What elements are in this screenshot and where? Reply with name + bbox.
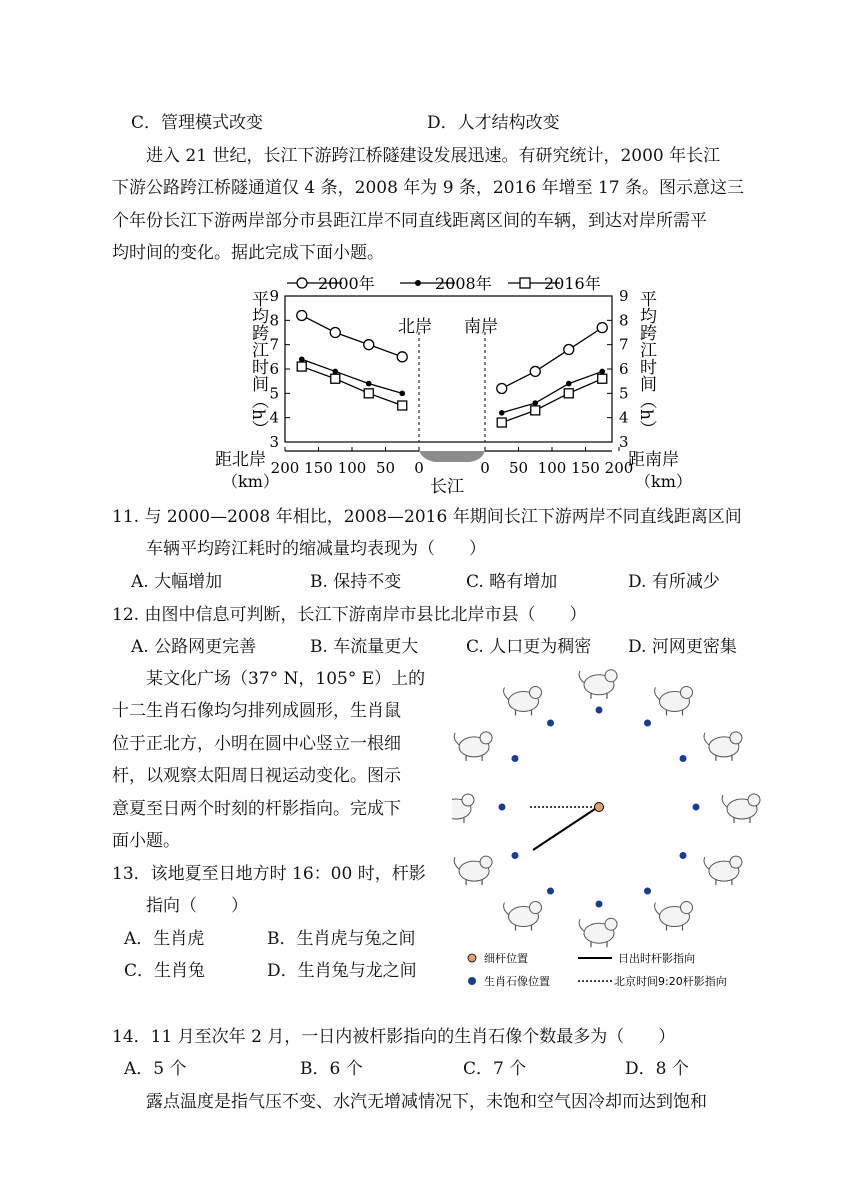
series-point-0-north (397, 352, 407, 362)
series-point-2-north (297, 362, 306, 371)
xlabel-right-2: （km） (635, 472, 692, 491)
xlabel-left-2: （km） (222, 472, 279, 491)
q13-option-a[interactable]: A．生肖虎 (124, 929, 205, 949)
statue-dot-ox (644, 719, 651, 726)
series-point-1-south (532, 400, 538, 406)
xtick-left-label: 200 (270, 459, 300, 477)
chart-series (297, 310, 608, 427)
series-point-2-south (497, 418, 506, 427)
q12-option-b[interactable]: B. 车流量更大 (310, 637, 419, 657)
option-c-prev: C．管理模式改变 (131, 113, 264, 133)
xtick-left-label: 0 (414, 459, 424, 477)
passage2-line4: 杆，以观察太阳周日视运动变化。图示 (112, 766, 401, 786)
south-bank-label: 南岸 (464, 317, 498, 337)
snake-icon (655, 902, 693, 931)
series-line-0-north (302, 315, 403, 356)
series-line-2-south (502, 379, 603, 423)
q11-option-d[interactable]: D. 有所减少 (628, 572, 720, 592)
ytick-right-label: 3 (619, 433, 629, 451)
legend-statue: 生肖石像位置 (484, 975, 550, 988)
series-point-2-south (598, 374, 607, 383)
statue-dot-monkey (511, 852, 518, 859)
q13-option-d[interactable]: D．生肖兔与龙之间 (267, 961, 417, 981)
legend-2016: 2016年 (544, 274, 601, 293)
dragon-icon (704, 856, 742, 885)
passage2-line5: 意夏至日两个时刻的杆影指向。完成下 (112, 799, 401, 819)
rabbit-icon (722, 794, 760, 823)
statue-dot-goat (547, 888, 554, 895)
q13-option-c[interactable]: C．生肖兔 (124, 961, 206, 981)
q14-option-b[interactable]: B．6 个 (300, 1059, 363, 1079)
statue-dot-dragon (680, 852, 687, 859)
ytick-right-label: 8 (619, 311, 629, 330)
tiger-icon (704, 732, 742, 761)
series-point-2-south (564, 389, 573, 398)
statue-dot-pig (547, 719, 554, 726)
q12-option-a[interactable]: A. 公路网更完善 (131, 637, 257, 657)
statue-dot-horse (596, 901, 603, 908)
passage2-line2: 十二生肖石像均匀排列成圆形，生肖鼠 (112, 701, 401, 721)
statue-dot-dog (511, 755, 518, 762)
goat-icon (504, 902, 542, 931)
series-point-0-south (497, 383, 507, 393)
ytick-right-label: 4 (619, 408, 629, 427)
q14-option-a[interactable]: A．5 个 (124, 1059, 187, 1079)
q13-stem-line1: 13．该地夏至日地方时 16：00 时，杆影 (112, 864, 426, 884)
series-point-2-south (531, 406, 540, 415)
xtick-right-label: 100 (537, 459, 567, 477)
passage1-line4: 均时间的变化。据此完成下面小题。 (112, 243, 384, 263)
series-line-0-south (502, 328, 603, 389)
series-line-2-north (302, 367, 403, 406)
passage1-line3: 个年份长江下游两岸部分市县距江岸不同直线距离区间的车辆，到达对岸所需平 (112, 211, 707, 231)
series-point-0-north (297, 310, 307, 320)
statue-dot-tiger (680, 755, 687, 762)
series-point-0-south (564, 345, 574, 355)
series-line-1-south (502, 371, 603, 412)
statue-dot-rat (596, 707, 603, 714)
series-point-1-south (599, 369, 605, 375)
legend-920-shadow: 北京时间9:20杆影指向 (614, 975, 727, 988)
legend-2000: 2000年 (318, 274, 375, 293)
series-point-1-north (299, 356, 305, 362)
q11-option-b[interactable]: B. 保持不变 (310, 572, 402, 592)
chart-legend (287, 274, 601, 293)
legend-sunrise-shadow: 日出时杆影指向 (618, 952, 695, 965)
xtick-left-label: 50 (375, 459, 396, 477)
xtick-right-label: 50 (508, 459, 529, 477)
river-crossing-chart (210, 270, 700, 500)
pole-position (595, 803, 604, 812)
passage2-line1: 某文化广场（37° N，105° E）上的 (146, 669, 426, 689)
legend-pole: 细杆位置 (484, 952, 528, 965)
xlabel-right-1: 距南岸 (628, 450, 679, 470)
q14-option-d[interactable]: D．8 个 (625, 1059, 689, 1079)
passage1-line2: 下游公路跨江桥隧通道仅 4 条，2008 年为 9 条，2016 年增至 17 条。图示意这三 (112, 178, 745, 198)
monkey-icon (454, 856, 492, 885)
passage3-line1: 露点温度是指气压不变、水汽无增减情况下，未饱和空气因冷却而达到饱和 (146, 1092, 707, 1112)
passage1-line1: 进入 21 世纪，长江下游跨江桥隧建设发展迅速。有研究统计，2000 年长江 (146, 146, 721, 166)
series-point-0-north (330, 328, 340, 338)
statue-dot-snake (644, 888, 651, 895)
y-axis-right (607, 287, 629, 451)
passage2-line6: 面小题。 (112, 831, 180, 851)
q11-option-a[interactable]: A. 大幅增加 (131, 572, 223, 592)
series-point-2-north (331, 374, 340, 383)
series-point-1-south (566, 381, 572, 387)
series-point-1-north (366, 381, 372, 387)
ytick-left-label: 4 (269, 408, 279, 427)
ytick-left-label: 8 (269, 311, 279, 330)
ylabel-left: 平均跨江时间（h） (248, 290, 268, 437)
passage2-line3: 位于正北方，小明在圆中心竖立一根细 (112, 734, 401, 754)
q12-stem: 12. 由图中信息可判断，长江下游南岸市县比北岸市县（ ） (112, 605, 587, 625)
xtick-right-label: 0 (480, 459, 490, 477)
ytick-left-label: 3 (269, 433, 279, 451)
xlabel-left-1: 距北岸 (215, 450, 266, 470)
series-point-1-north (332, 369, 338, 375)
ytick-left-label: 5 (269, 384, 279, 403)
series-point-0-north (364, 340, 374, 350)
q13-stem-line2: 指向（ ） (146, 896, 248, 916)
statue-dot-rooster (499, 804, 506, 811)
q11-option-c[interactable]: C. 略有增加 (466, 572, 558, 592)
series-point-2-north (398, 401, 407, 410)
zodiac-shadow-diagram (452, 655, 764, 995)
q13-option-b[interactable]: B．生肖虎与兔之间 (267, 929, 416, 949)
series-point-2-north (364, 389, 373, 398)
river-shape (419, 451, 485, 462)
ytick-right-label: 5 (619, 384, 629, 403)
xtick-left-label: 150 (304, 459, 333, 477)
xtick-right-label: 200 (604, 459, 634, 477)
statue-dot-rabbit (693, 804, 700, 811)
ytick-left-label: 9 (269, 287, 279, 305)
pig-icon (504, 686, 542, 715)
ox-icon (655, 686, 693, 715)
series-point-1-south (499, 410, 505, 416)
ytick-right-label: 7 (619, 335, 629, 354)
river-label: 长江 (430, 477, 464, 497)
ytick-left-label: 7 (269, 335, 279, 354)
q12-option-d[interactable]: D. 河网更密集 (628, 637, 737, 657)
dog-icon (454, 732, 492, 761)
series-line-1-north (302, 359, 403, 393)
ytick-right-label: 6 (619, 360, 629, 378)
north-bank-label: 北岸 (398, 317, 432, 337)
rat-icon (579, 670, 617, 699)
series-point-0-south (530, 366, 540, 376)
sunrise-shadow-line (533, 807, 598, 850)
horse-icon (579, 918, 617, 947)
xtick-right-label: 150 (571, 459, 600, 477)
legend-2008: 2008年 (435, 274, 492, 293)
ytick-right-label: 9 (619, 287, 629, 305)
series-point-1-north (399, 391, 405, 397)
q14-option-c[interactable]: C．7 个 (463, 1059, 527, 1079)
q14-stem: 14．11 月至次年 2 月，一日内被杆影指向的生肖石像个数最多为（ ） (112, 1027, 676, 1047)
ytick-left-label: 6 (269, 360, 279, 378)
ylabel-right: 平均跨江时间（h） (636, 290, 656, 437)
rooster-icon (452, 794, 474, 823)
xtick-left-label: 100 (337, 459, 367, 477)
q11-stem-line1: 11. 与 2000—2008 年相比，2008—2016 年期间长江下游两岸不同直线距离区间 (112, 507, 742, 527)
y-axis-left (269, 287, 290, 451)
option-d-prev: D．人才结构改变 (427, 113, 560, 133)
q11-stem-line2: 车辆平均跨江耗时的缩减量均表现为（ ） (146, 539, 486, 559)
series-point-0-south (597, 323, 607, 333)
q12-option-c[interactable]: C. 人口更为稠密 (466, 637, 592, 657)
